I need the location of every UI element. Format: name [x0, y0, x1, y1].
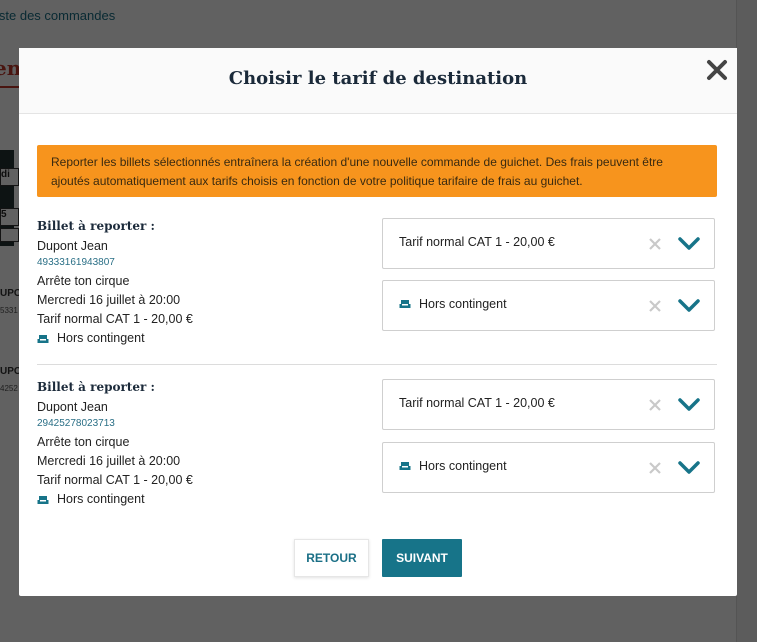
close-button[interactable] — [706, 59, 728, 81]
quota-select[interactable] — [382, 442, 715, 493]
chevron-down-icon[interactable] — [678, 461, 700, 475]
ticket-quota-label: Hors contingent — [57, 492, 145, 506]
chevron-down-icon[interactable] — [678, 237, 700, 251]
quota-select-label: Hors contingent — [419, 459, 507, 473]
ticket-event: Arrête ton cirque — [37, 274, 130, 288]
ticket-tariff: Tarif normal CAT 1 - 20,00 € — [37, 473, 193, 487]
ticket-quota — [37, 329, 717, 348]
ticket-number: 29425278023713 — [37, 418, 115, 429]
clear-icon[interactable] — [648, 299, 662, 313]
ticket-block — [37, 215, 717, 348]
ticket-event: Arrête ton cirque — [37, 435, 130, 449]
clear-icon[interactable] — [648, 461, 662, 475]
quota-select[interactable] — [382, 280, 715, 331]
back-button[interactable]: RETOUR — [294, 539, 369, 577]
close-icon — [706, 59, 728, 81]
ticket-divider — [37, 364, 717, 365]
quota-select-value — [399, 297, 507, 311]
tariff-select[interactable] — [382, 218, 715, 269]
chevron-down-icon[interactable] — [678, 299, 700, 313]
tariff-select-value: Tarif normal CAT 1 - 20,00 € — [399, 235, 555, 249]
tariff-select[interactable] — [382, 379, 715, 430]
ticket-label: Billet à reporter : — [37, 219, 155, 233]
tariff-select-value: Tarif normal CAT 1 - 20,00 € — [399, 396, 555, 410]
quota-select-label: Hors contingent — [419, 297, 507, 311]
ticket-date: Mercredi 16 juillet à 20:00 — [37, 454, 181, 468]
seat-icon — [399, 461, 411, 471]
ticket-tariff: Tarif normal CAT 1 - 20,00 € — [37, 312, 193, 326]
clear-icon[interactable] — [648, 398, 662, 412]
seat-icon — [399, 299, 411, 309]
modal-header — [19, 48, 737, 114]
next-button[interactable]: SUIVANT — [382, 539, 462, 577]
clear-icon[interactable] — [648, 237, 662, 251]
ticket-block — [37, 376, 717, 509]
ticket-number: 49333161943807 — [37, 257, 115, 268]
ticket-quota-label: Hors contingent — [57, 331, 145, 345]
quota-select-value — [399, 459, 507, 473]
seat-icon — [37, 334, 49, 344]
ticket-date: Mercredi 16 juillet à 20:00 — [37, 293, 181, 307]
ticket-holder-name: Dupont Jean — [37, 400, 108, 414]
chevron-down-icon[interactable] — [678, 398, 700, 412]
seat-icon — [37, 495, 49, 505]
warning-banner: Reporter les billets sélectionnés entraînera la création d'une nouvelle commande de guichet. Des frais peuvent être ajoutés automatiquement aux tarifs choisis en fonction de votre politique tarifaire de frais au guichet. — [37, 145, 717, 197]
ticket-holder-name: Dupont Jean — [37, 239, 108, 253]
ticket-label: Billet à reporter : — [37, 380, 155, 394]
modal-title: Choisir le tarif de destination — [228, 68, 528, 89]
tariff-modal — [19, 48, 737, 596]
